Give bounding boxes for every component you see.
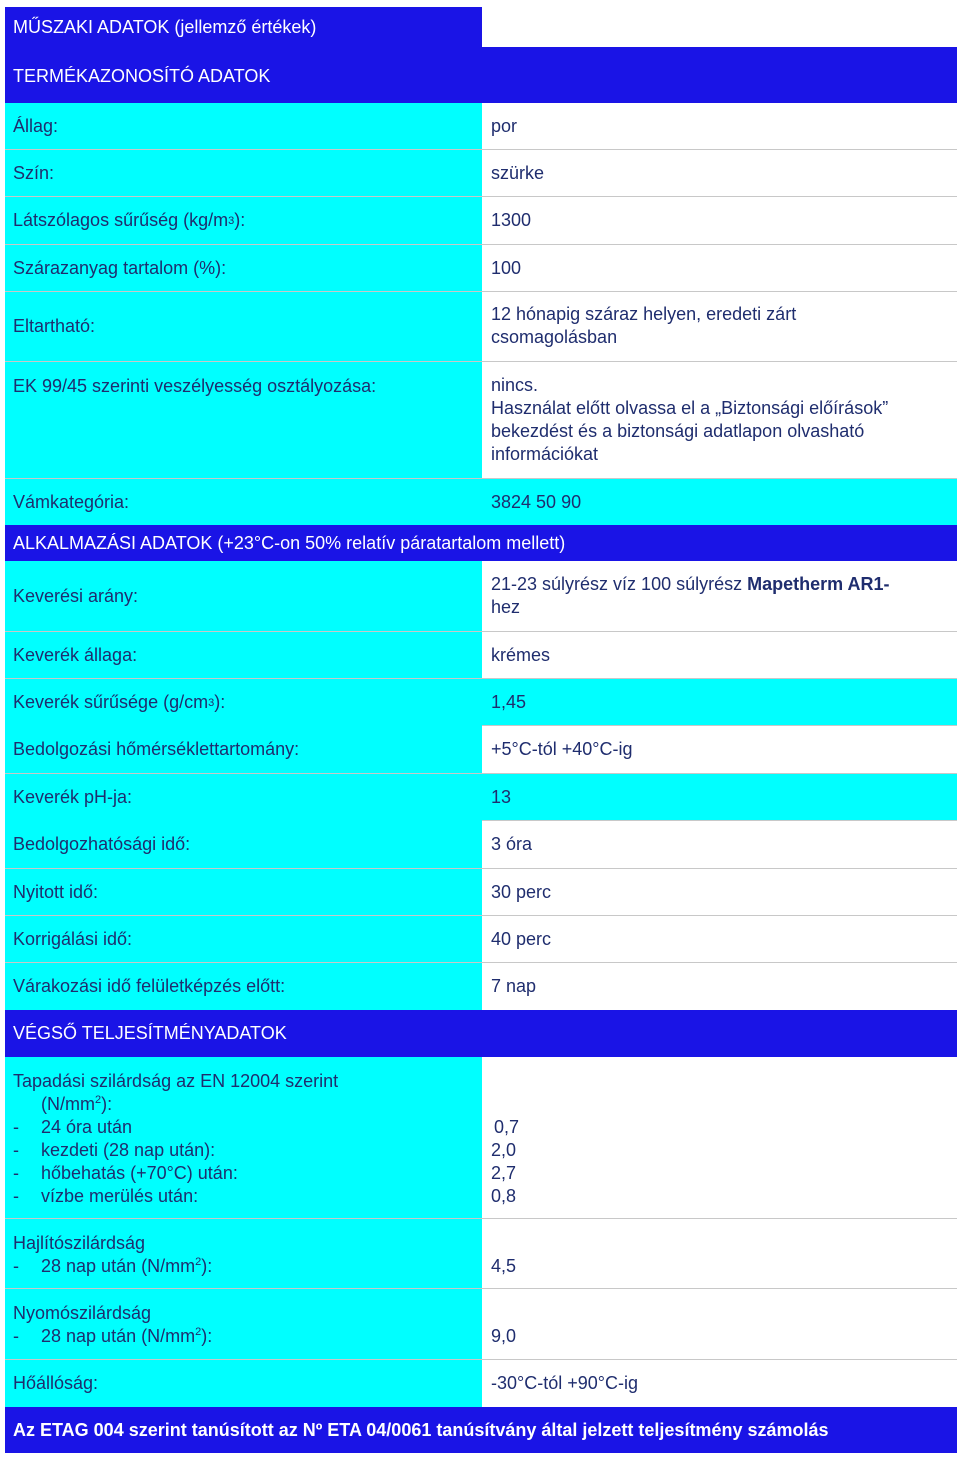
value-density: 1300 (482, 197, 957, 244)
value-open-time: 30 perc (482, 869, 957, 915)
product-name: Mapetherm AR1- (747, 574, 890, 594)
main-header-title: MŰSZAKI ADATOK (jellemző értékek) (13, 16, 317, 37)
row-pressure (5, 1289, 957, 1360)
row-flexural (5, 1219, 957, 1289)
flexural-title: Hajlítószilárdság (13, 1233, 146, 1253)
row-customs (5, 479, 957, 525)
pressure-title: Nyomószilárdság (13, 1303, 152, 1323)
label-hazard: EK 99/45 szerinti veszélyesség osztályozása: (5, 362, 482, 478)
label-correction-time: Korrigálási idő: (5, 916, 482, 962)
identification-title: TERMÉKAZONOSÍTÓ ADATOK (13, 65, 271, 86)
label-workability: Bedolgozhatósági idő: (5, 821, 482, 868)
label-adhesion (5, 1057, 482, 1218)
label-open-time: Nyitott idő: (5, 869, 482, 915)
row-mix-density (5, 679, 957, 726)
row-mixing-ratio (5, 561, 957, 632)
main-header-spacer (482, 7, 957, 47)
value-storage: 12 hónapig száraz helyen, eredeti zárt csomagolásban (482, 292, 957, 361)
label-szin: Szín: (5, 150, 482, 196)
label-heat: Hőállóság: (5, 1360, 482, 1407)
performance-title: VÉGSŐ TELJESÍTMÉNYADATOK (13, 1023, 287, 1043)
value-ph: 13 (482, 774, 957, 821)
value-szin: szürke (482, 150, 957, 196)
row-adhesion (5, 1057, 957, 1219)
adhesion-title: Tapadási szilárdság az EN 12004 szerint (13, 1071, 339, 1091)
row-heat (5, 1360, 957, 1407)
row-workability (5, 821, 957, 869)
label-temperature: Bedolgozási hőmérséklettartomány: (5, 726, 482, 773)
adhesion-item: - hőbehatás (+70°C) után: (13, 1163, 238, 1183)
value-pressure: 9,0 (482, 1289, 957, 1359)
label-mix-density: Keverék sűrűsége (g/cm 3 ): (5, 679, 482, 726)
technical-data-sheet (5, 7, 957, 1453)
adhesion-item: - 24 óra után (13, 1117, 133, 1137)
value-dry-content: 100 (482, 245, 957, 291)
label-waiting-time: Várakozási idő felületképzés előtt: (5, 963, 482, 1010)
row-dry-content (5, 245, 957, 292)
identification-header (5, 47, 957, 103)
value-correction-time: 40 perc (482, 916, 957, 962)
label-allag: Állag: (5, 103, 482, 149)
value-heat: -30°C-tól +90°C-ig (482, 1360, 957, 1407)
performance-header-row (5, 1010, 957, 1057)
label-flexural: Hajlítószilárdság - 28 nap után $(N/mm^2)$: (5, 1219, 482, 1288)
application-header-row (5, 525, 957, 561)
row-consistency (5, 632, 957, 679)
row-storage (5, 292, 957, 362)
adhesion-item: - kezdeti (28 nap után): (13, 1140, 216, 1160)
label-mixing-ratio: Keverési arány: (5, 561, 482, 631)
value-customs: 3824 50 90 (482, 479, 957, 525)
row-ph (5, 774, 957, 821)
row-temperature (5, 726, 957, 774)
performance-header (5, 1010, 957, 1057)
footer-text: Az ETAG 004 szerint tanúsított az Nº ETA 04/0061 tanúsítvány által jelzett teljesítmény számolás (13, 1419, 829, 1440)
value-adhesion: 0,7 2,0 2,7 0,8 (482, 1057, 957, 1218)
footer (5, 1407, 957, 1453)
label-consistency: Keverék állaga: (5, 632, 482, 678)
value-temperature: +5°C-tól +40°C-ig (482, 726, 957, 773)
row-correction-time (5, 916, 957, 963)
value-consistency: krémes (482, 632, 957, 678)
value-flexural: 4,5 (482, 1219, 957, 1288)
label-density: Látszólagos sűrűség (kg/m 3 ): (5, 197, 482, 244)
label-customs: Vámkategória: (5, 479, 482, 525)
value-workability: 3 óra (482, 821, 957, 868)
row-waiting-time (5, 963, 957, 1010)
footer-row (5, 1407, 957, 1453)
application-title: ALKALMAZÁSI ADATOK (+23°C-on 50% relatív páratartalom mellett) (13, 532, 566, 553)
label-ph: Keverék pH-ja: (5, 774, 482, 821)
main-header (5, 7, 482, 47)
value-allag: por (482, 103, 957, 149)
row-allag (5, 103, 957, 150)
label-pressure: Nyomószilárdság - 28 nap után $(N/mm^2)$: (5, 1289, 482, 1359)
application-header (5, 525, 957, 561)
adhesion-unit: $(N/mm^2)$: (41, 1094, 113, 1114)
row-hazard (5, 362, 957, 479)
row-szin (5, 150, 957, 197)
label-storage: Eltartható: (5, 292, 482, 361)
value-mixing-ratio: 21-23 súlyrész víz 100 súlyrész Mapetherm AR1- hez (482, 561, 957, 631)
value-mix-density: 1,45 (482, 679, 957, 726)
row-open-time (5, 869, 957, 916)
row-density (5, 197, 957, 245)
label-dry-content: Szárazanyag tartalom (%): (5, 245, 482, 291)
value-hazard: nincs. Használat előtt olvassa el a „Biztonsági előírások” bekezdést és a biztonsági adatlapon olvasható információkat (482, 362, 957, 478)
identification-header-row (5, 47, 957, 103)
adhesion-item: - vízbe merülés után: (13, 1186, 199, 1206)
main-header-row (5, 7, 957, 47)
value-waiting-time: 7 nap (482, 963, 957, 1010)
